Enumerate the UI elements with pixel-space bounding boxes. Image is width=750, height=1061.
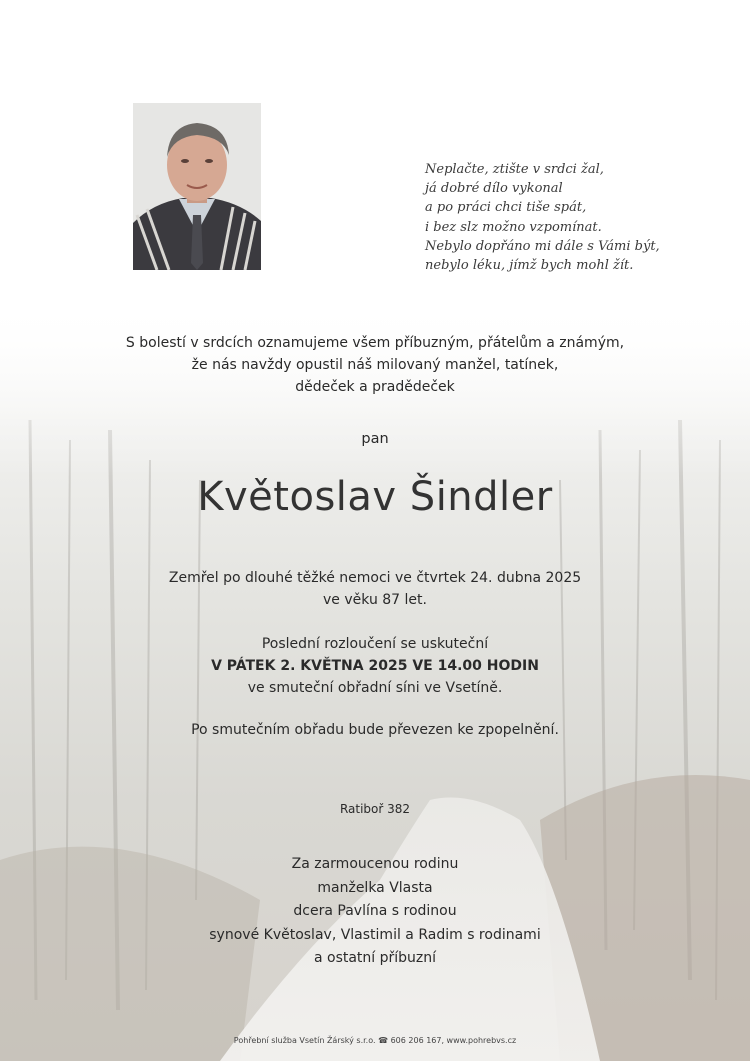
address: Ratiboř 382 bbox=[339, 802, 411, 816]
funeral-service-footer: Pohřební služba Vsetín Žárský s.r.o. ☎ 606 206 167, www.pohrebvs.cz bbox=[233, 1036, 517, 1045]
family-line: a ostatní příbuzní bbox=[313, 950, 437, 966]
death-notice bbox=[0, 567, 750, 611]
announcement-text bbox=[0, 332, 750, 398]
family-line: manželka Vlasta bbox=[317, 879, 433, 896]
salutation: pan bbox=[361, 431, 389, 447]
announcement-line: S bolestí v srdcích oznamujeme všem příbuzným, přátelům a známým, bbox=[125, 335, 625, 351]
announcement-line: že nás navždy opustil náš milovaný manžel, tatínek, bbox=[191, 357, 559, 373]
farewell-notice bbox=[0, 633, 750, 699]
poem-line: já dobré dílo vykonal bbox=[425, 181, 563, 197]
deceased-name: Květoslav Šindler bbox=[197, 474, 553, 520]
death-line: Zemřel po dlouhé těžké nemoci ve čtvrtek 24. dubna 2025 bbox=[168, 570, 582, 586]
farewell-intro: Poslední rozloučení se uskuteční bbox=[261, 636, 489, 652]
announcement-line: dědeček a pradědeček bbox=[295, 379, 455, 395]
family-line: Za zarmoucenou rodinu bbox=[291, 856, 459, 872]
portrait-photo bbox=[133, 103, 261, 270]
poem-line: nebylo léku, jímž bych mohl žít. bbox=[425, 258, 634, 274]
poem-line: Nebylo dopřáno mi dále s Vámi být, bbox=[425, 238, 660, 254]
family-line: dcera Pavlína s rodinou bbox=[293, 903, 457, 919]
cremation-notice: Po smutečním obřadu bude převezen ke zpopelnění. bbox=[191, 722, 559, 738]
poem-line: i bez slz možno vzpomínat. bbox=[425, 219, 602, 235]
family-signature bbox=[0, 853, 750, 971]
farewell-date: V PÁTEK 2. KVĚTNA 2025 VE 14.00 HODIN bbox=[211, 658, 539, 674]
poem-line: a po práci chci tiše spát, bbox=[425, 200, 587, 216]
family-line: synové Květoslav, Vlastimil a Radim s rodinami bbox=[209, 926, 541, 943]
farewell-place: ve smuteční obřadní síni ve Vsetíně. bbox=[247, 680, 503, 696]
death-line: ve věku 87 let. bbox=[323, 592, 427, 608]
poem bbox=[425, 160, 725, 275]
poem-line: Neplačte, ztište v srdci žal, bbox=[425, 162, 604, 177]
